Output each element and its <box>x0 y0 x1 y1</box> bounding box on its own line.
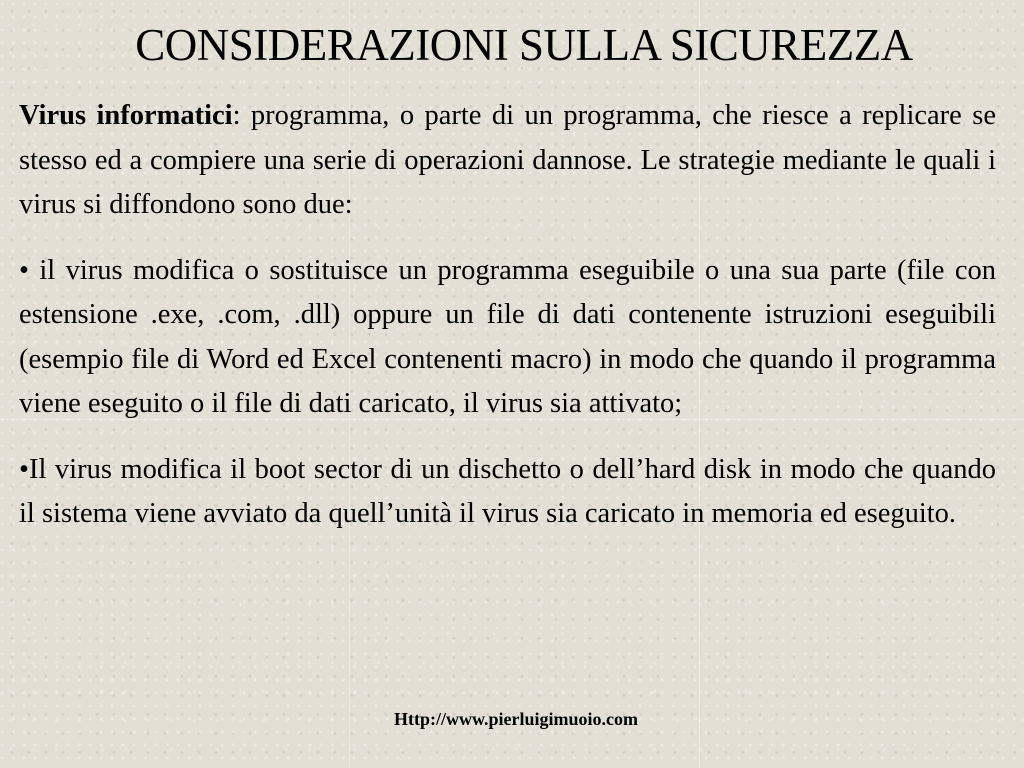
bullet-item-2: •Il virus modifica il boot sector di un dischetto o dell’hard disk in modo che quando il sistema viene avviato da quell’unità il virus sia caricato in memoria ed eseguito. <box>19 453 996 529</box>
slide-title: CONSIDERAZIONI SULLA SICUREZZA <box>135 20 913 70</box>
footer-url: Http://www.pierluigimuoio.com <box>394 709 638 729</box>
slide-content <box>19 94 996 537</box>
bullet-item-1: • il virus modifica o sostituisce un programma eseguibile o una sua parte (file con estensione .exe, .com, .dll) oppure un file di dati contenente istruzioni eseguibili (esempio file di Word ed Excel contenenti macro) in modo che quando il programma viene eseguito o il file di dati caricato, il virus sia attivato; <box>19 254 996 419</box>
intro-term: Virus informatici <box>19 100 233 131</box>
intro-paragraph <box>19 94 996 228</box>
intro-text: : programma, o parte di un programma, che riesce a replicare se stesso ed a compiere una serie di operazioni dannose. Le strategie mediante le quali i virus si diffondono sono due: <box>19 100 996 220</box>
